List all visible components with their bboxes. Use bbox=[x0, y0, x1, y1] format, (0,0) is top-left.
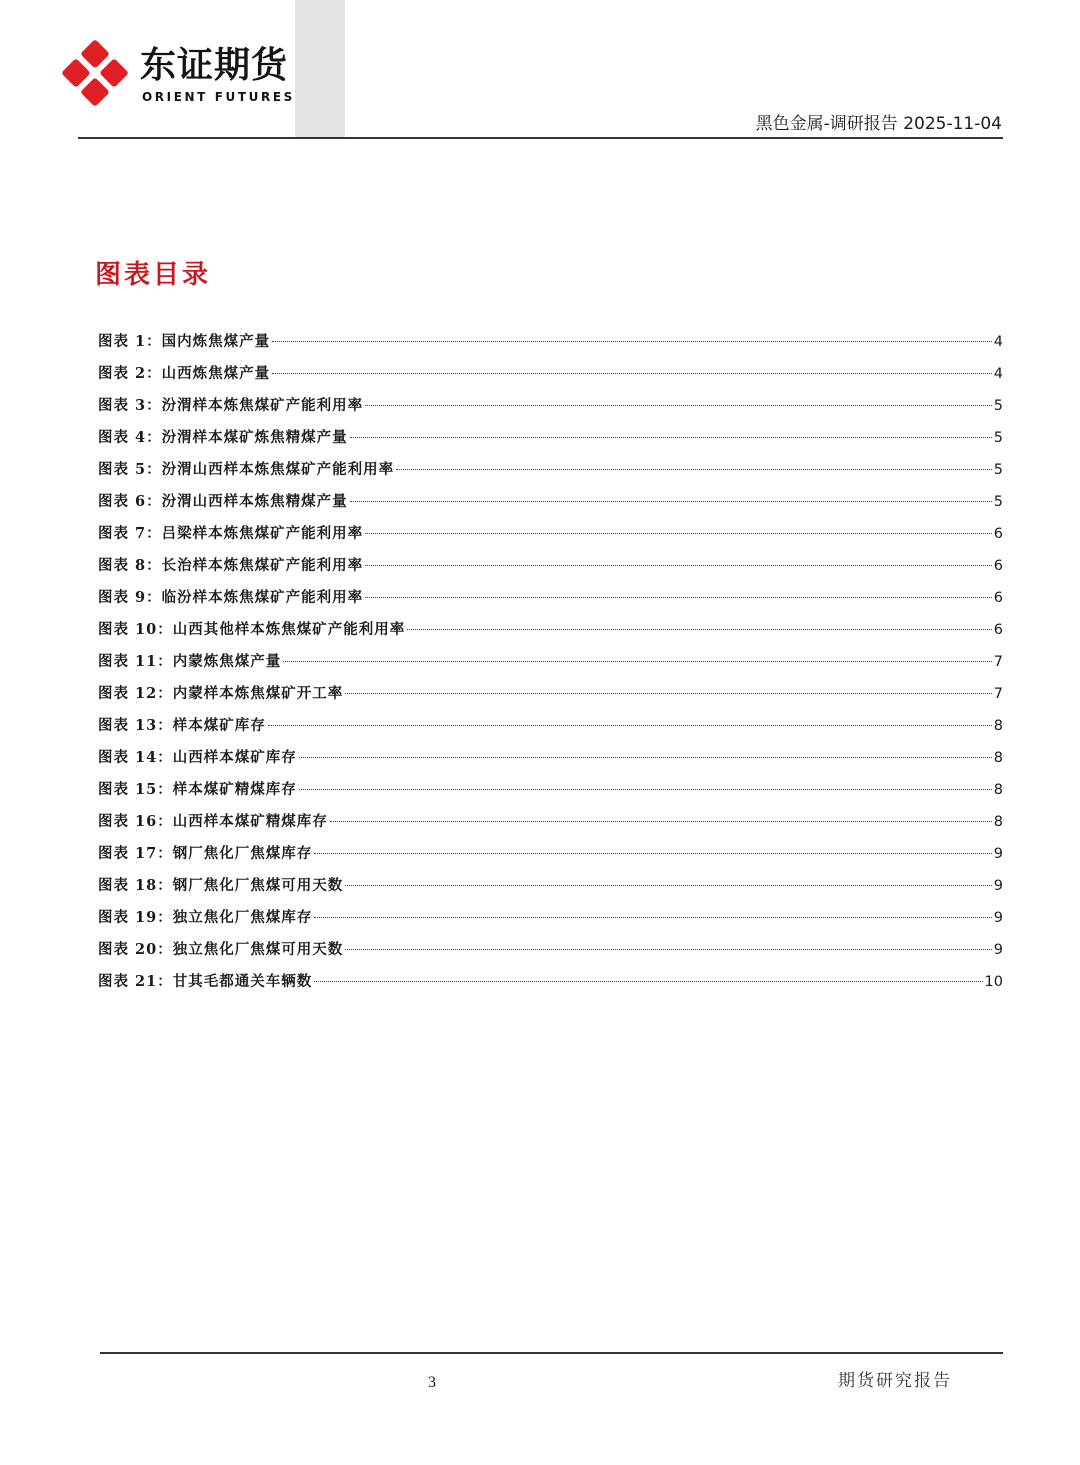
toc-entry[interactable] bbox=[98, 426, 1003, 458]
toc-dot-leader bbox=[330, 821, 992, 822]
toc-entry-page: 5 bbox=[993, 430, 1003, 446]
toc-entry[interactable] bbox=[98, 522, 1003, 554]
toc-entry[interactable] bbox=[98, 394, 1003, 426]
toc-entry-page: 8 bbox=[993, 750, 1003, 766]
toc-entry[interactable] bbox=[98, 330, 1003, 362]
toc-entry-label: 图表 18：钢厂焦化厂焦煤可用天数 bbox=[98, 877, 344, 894]
toc-entry-label: 图表 7：吕梁样本炼焦煤矿产能利用率 bbox=[98, 525, 364, 542]
toc-entry-label: 图表 8：长治样本炼焦煤矿产能利用率 bbox=[98, 557, 364, 574]
toc-entry-page: 5 bbox=[993, 398, 1003, 414]
toc-entry-label: 图表 5：汾渭山西样本炼焦煤矿产能利用率 bbox=[98, 461, 395, 478]
toc-dot-leader bbox=[345, 885, 992, 886]
toc-entry-page: 6 bbox=[993, 622, 1003, 638]
orient-futures-logo-icon bbox=[62, 40, 128, 106]
toc-list bbox=[98, 330, 1003, 1002]
toc-entry-label: 图表 20：独立焦化厂焦煤可用天数 bbox=[98, 941, 344, 958]
toc-entry[interactable] bbox=[98, 778, 1003, 810]
header-divider bbox=[78, 137, 1003, 139]
toc-entry[interactable] bbox=[98, 714, 1003, 746]
toc-entry[interactable] bbox=[98, 586, 1003, 618]
header-gray-band bbox=[295, 0, 345, 138]
toc-entry-label: 图表 2：山西炼焦煤产量 bbox=[98, 365, 271, 382]
toc-title: 图表目录 bbox=[95, 260, 212, 290]
toc-entry[interactable] bbox=[98, 970, 1003, 1002]
logo-chinese-name: 东证期货 bbox=[140, 45, 289, 86]
toc-entry-label: 图表 10：山西其他样本炼焦煤矿产能利用率 bbox=[98, 621, 406, 638]
toc-entry-label: 图表 16：山西样本煤矿精煤库存 bbox=[98, 813, 328, 830]
toc-entry-page: 8 bbox=[993, 718, 1003, 734]
toc-entry[interactable] bbox=[98, 746, 1003, 778]
toc-entry-page: 8 bbox=[993, 814, 1003, 830]
toc-dot-leader bbox=[365, 565, 992, 566]
toc-entry-page: 9 bbox=[993, 910, 1003, 926]
toc-entry[interactable] bbox=[98, 458, 1003, 490]
toc-entry[interactable] bbox=[98, 874, 1003, 906]
toc-dot-leader bbox=[314, 981, 982, 982]
toc-entry-label: 图表 6：汾渭山西样本炼焦精煤产量 bbox=[98, 493, 348, 510]
toc-entry-page: 6 bbox=[993, 558, 1003, 574]
toc-entry[interactable] bbox=[98, 842, 1003, 874]
toc-entry-label: 图表 15：样本煤矿精煤库存 bbox=[98, 781, 297, 798]
toc-entry-page: 7 bbox=[993, 654, 1003, 670]
toc-dot-leader bbox=[365, 533, 992, 534]
toc-entry-page: 4 bbox=[993, 366, 1003, 382]
toc-entry-label: 图表 19：独立焦化厂焦煤库存 bbox=[98, 909, 313, 926]
toc-entry-label: 图表 3：汾渭样本炼焦煤矿产能利用率 bbox=[98, 397, 364, 414]
toc-entry-page: 6 bbox=[993, 526, 1003, 542]
toc-dot-leader bbox=[272, 341, 992, 342]
toc-dot-leader bbox=[345, 693, 992, 694]
toc-dot-leader bbox=[283, 661, 992, 662]
toc-entry[interactable] bbox=[98, 906, 1003, 938]
report-category-date: 黑色金属-调研报告 2025-11-04 bbox=[755, 114, 1002, 134]
toc-entry-label: 图表 12：内蒙样本炼焦煤矿开工率 bbox=[98, 685, 344, 702]
toc-entry-page: 5 bbox=[993, 494, 1003, 510]
logo-english-name: ORIENT FUTURES bbox=[142, 90, 295, 104]
toc-dot-leader bbox=[299, 757, 992, 758]
toc-entry-label: 图表 13：样本煤矿库存 bbox=[98, 717, 266, 734]
toc-entry[interactable] bbox=[98, 650, 1003, 682]
toc-entry-page: 10 bbox=[984, 974, 1003, 990]
toc-entry-label: 图表 1：国内炼焦煤产量 bbox=[98, 333, 271, 350]
toc-entry-page: 9 bbox=[993, 846, 1003, 862]
toc-dot-leader bbox=[345, 949, 992, 950]
toc-dot-leader bbox=[350, 437, 992, 438]
toc-entry[interactable] bbox=[98, 554, 1003, 586]
toc-entry[interactable] bbox=[98, 490, 1003, 522]
toc-entry[interactable] bbox=[98, 938, 1003, 970]
toc-entry-page: 6 bbox=[993, 590, 1003, 606]
toc-entry[interactable] bbox=[98, 362, 1003, 394]
toc-entry-label: 图表 9：临汾样本炼焦煤矿产能利用率 bbox=[98, 589, 364, 606]
toc-entry-label: 图表 21：甘其毛都通关车辆数 bbox=[98, 973, 313, 990]
toc-entry-label: 图表 4：汾渭样本煤矿炼焦精煤产量 bbox=[98, 429, 348, 446]
page-number: 3 bbox=[428, 1374, 436, 1391]
toc-entry[interactable] bbox=[98, 682, 1003, 714]
toc-dot-leader bbox=[299, 789, 992, 790]
toc-entry[interactable] bbox=[98, 810, 1003, 842]
toc-entry-page: 9 bbox=[993, 942, 1003, 958]
toc-entry[interactable] bbox=[98, 618, 1003, 650]
toc-dot-leader bbox=[268, 725, 992, 726]
toc-entry-label: 图表 14：山西样本煤矿库存 bbox=[98, 749, 297, 766]
company-logo bbox=[62, 40, 295, 112]
toc-entry-page: 4 bbox=[993, 334, 1003, 350]
toc-entry-label: 图表 11：内蒙炼焦煤产量 bbox=[98, 653, 282, 670]
toc-dot-leader bbox=[314, 917, 992, 918]
footer-series-name: 期货研究报告 bbox=[838, 1371, 952, 1391]
toc-entry-label: 图表 17：钢厂焦化厂焦煤库存 bbox=[98, 845, 313, 862]
toc-dot-leader bbox=[314, 853, 992, 854]
toc-dot-leader bbox=[365, 405, 992, 406]
toc-entry-page: 8 bbox=[993, 782, 1003, 798]
toc-entry-page: 7 bbox=[993, 686, 1003, 702]
footer-divider bbox=[100, 1352, 1003, 1354]
toc-dot-leader bbox=[350, 501, 992, 502]
toc-dot-leader bbox=[272, 373, 992, 374]
toc-dot-leader bbox=[396, 469, 992, 470]
toc-entry-page: 5 bbox=[993, 462, 1003, 478]
toc-dot-leader bbox=[365, 597, 992, 598]
toc-entry-page: 9 bbox=[993, 878, 1003, 894]
toc-dot-leader bbox=[407, 629, 992, 630]
